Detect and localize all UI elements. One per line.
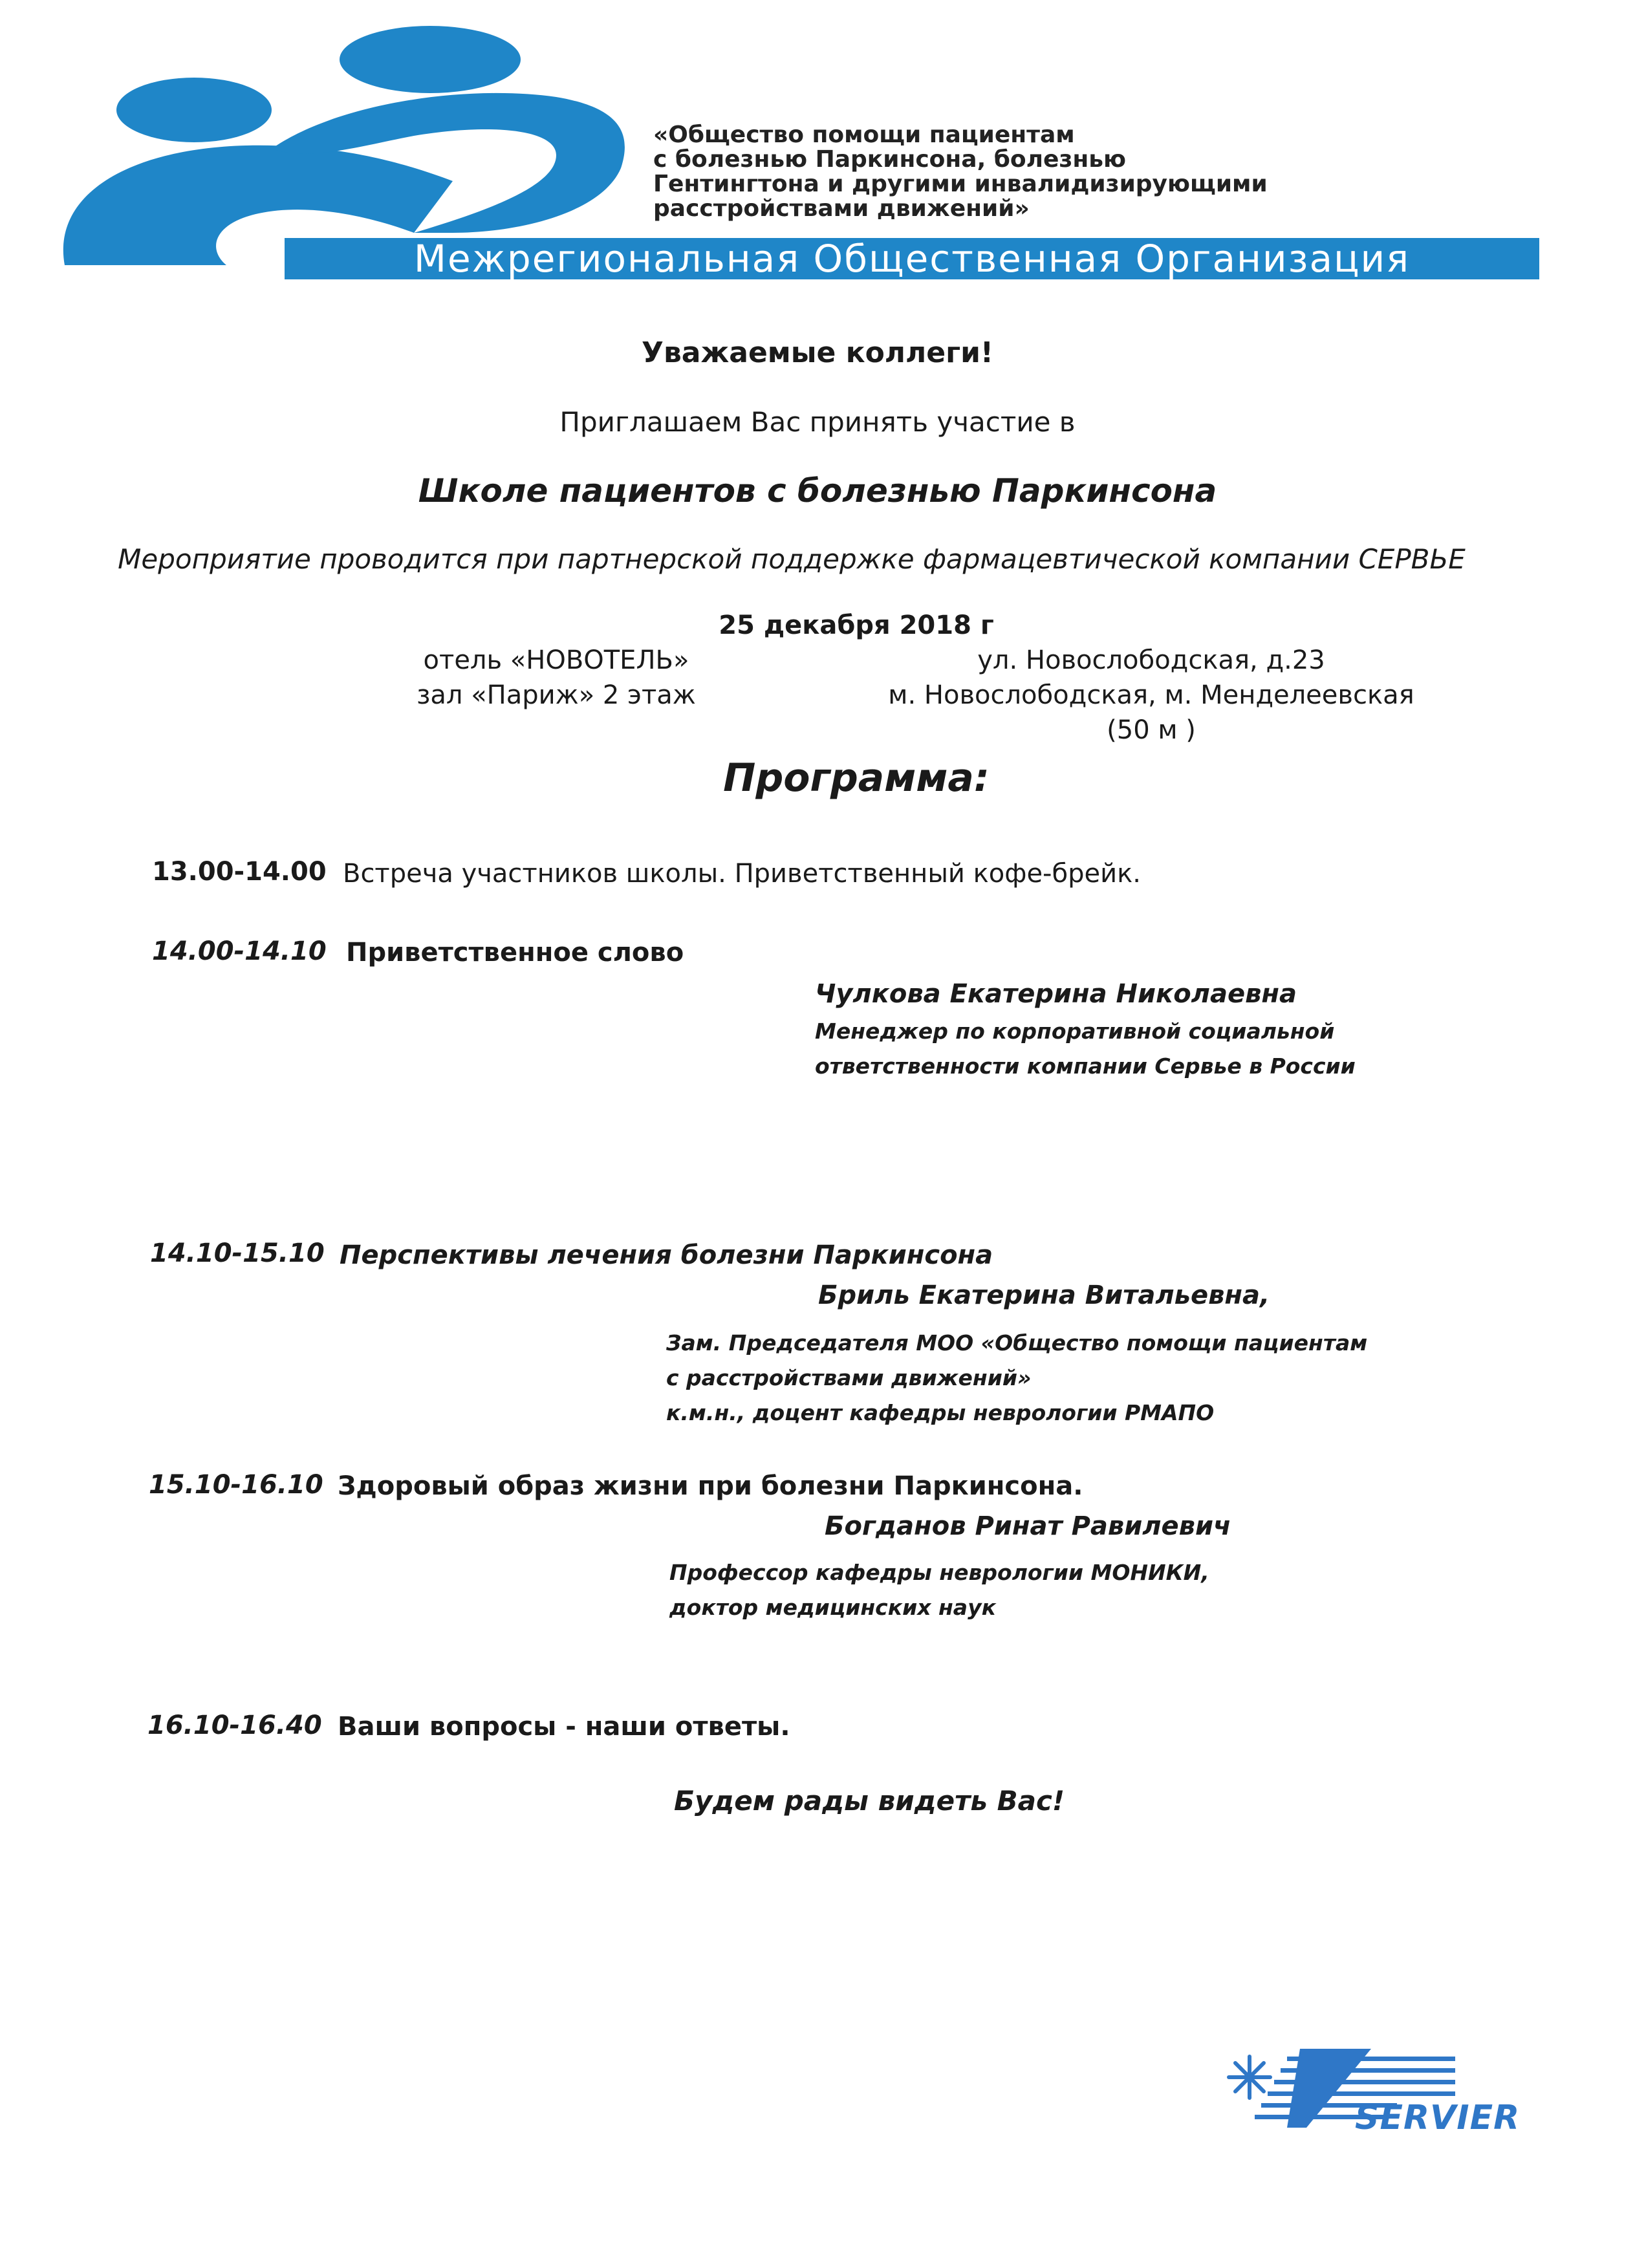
venue-address-block bbox=[867, 643, 1436, 748]
program-title-item: Перспективы лечения болезни Паркинсона bbox=[340, 1240, 993, 1270]
program-speaker: Бриль Екатерина Витальевна, bbox=[818, 1280, 1270, 1310]
org-name-line: с болезнью Паркинсона, болезнью bbox=[653, 146, 1126, 173]
role-line: Менеджер по корпоративной социальной bbox=[815, 1019, 1335, 1044]
program-title-item: Встреча участников школы. Приветственный кофе-брейк. bbox=[343, 859, 1142, 889]
role-line: доктор медицинских наук bbox=[669, 1595, 996, 1620]
program-title-item: Здоровый образ жизни при болезни Паркинсона. bbox=[338, 1471, 1083, 1501]
star-icon bbox=[1229, 2057, 1270, 2098]
program-speaker: Богданов Ринат Равилевич bbox=[825, 1511, 1231, 1541]
venue-street: ул. Новослободская, д.23 bbox=[977, 645, 1325, 675]
program-speaker-role bbox=[669, 1555, 1209, 1625]
logo-head-left bbox=[116, 78, 272, 142]
program-time: 14.00-14.10 bbox=[152, 936, 327, 966]
servier-brand-name: SERVIER bbox=[1355, 2099, 1521, 2137]
role-line: Зам. Председателя МОО «Общество помощи пациентам bbox=[666, 1330, 1368, 1355]
venue-metro: м. Новослободская, м. Менделеевская bbox=[888, 680, 1414, 710]
organization-type-banner: Межрегиональная Общественная Организация bbox=[285, 238, 1539, 279]
program-title-item: Приветственное слово bbox=[346, 938, 684, 967]
venue-distance: (50 м ) bbox=[1107, 715, 1196, 745]
event-date: 25 декабря 2018 г bbox=[719, 610, 994, 640]
role-line: Профессор кафедры неврологии МОНИКИ, bbox=[669, 1560, 1209, 1585]
organization-name bbox=[653, 123, 1572, 221]
venue-hotel: отель «НОВОТЕЛЬ» bbox=[423, 645, 689, 675]
program-title-item: Ваши вопросы - наши ответы. bbox=[338, 1712, 790, 1742]
venue-hotel-block bbox=[401, 643, 711, 713]
role-line: к.м.н., доцент кафедры неврологии РМАПО bbox=[666, 1400, 1215, 1425]
role-line: с расстройствами движений» bbox=[666, 1365, 1032, 1390]
sponsor-note: Мероприятие проводится при партнерской поддержке фармацевтической компании СЕРВЬЕ bbox=[118, 543, 1466, 575]
org-name-line: Гентингтона и другими инвалидизирующими bbox=[653, 171, 1268, 197]
program-speaker: Чулкова Екатерина Николаевна bbox=[815, 979, 1297, 1009]
venue-hall: зал «Париж» 2 этаж bbox=[417, 680, 696, 710]
program-time: 16.10-16.40 bbox=[147, 1711, 322, 1740]
invitation-text: Приглашаем Вас принять участие в bbox=[559, 406, 1076, 438]
greeting: Уважаемые коллеги! bbox=[642, 336, 993, 369]
program-speaker-role bbox=[666, 1326, 1367, 1431]
org-name-line: «Общество помощи пациентам bbox=[653, 122, 1075, 148]
program-speaker-role bbox=[815, 1014, 1356, 1084]
event-title: Школе пациентов с болезнью Паркинсона bbox=[418, 472, 1217, 510]
program-time: 14.10-15.10 bbox=[150, 1238, 325, 1268]
role-line: ответственности компании Сервье в России bbox=[815, 1053, 1356, 1079]
logo-head-right bbox=[340, 26, 521, 93]
program-title: Программа: bbox=[723, 755, 990, 801]
program-time: 13.00-14.00 bbox=[152, 857, 327, 887]
program-time: 15.10-16.10 bbox=[149, 1470, 323, 1500]
closing-line: Будем рады видеть Вас! bbox=[673, 1785, 1065, 1817]
org-name-line: расстройствами движений» bbox=[653, 195, 1030, 222]
